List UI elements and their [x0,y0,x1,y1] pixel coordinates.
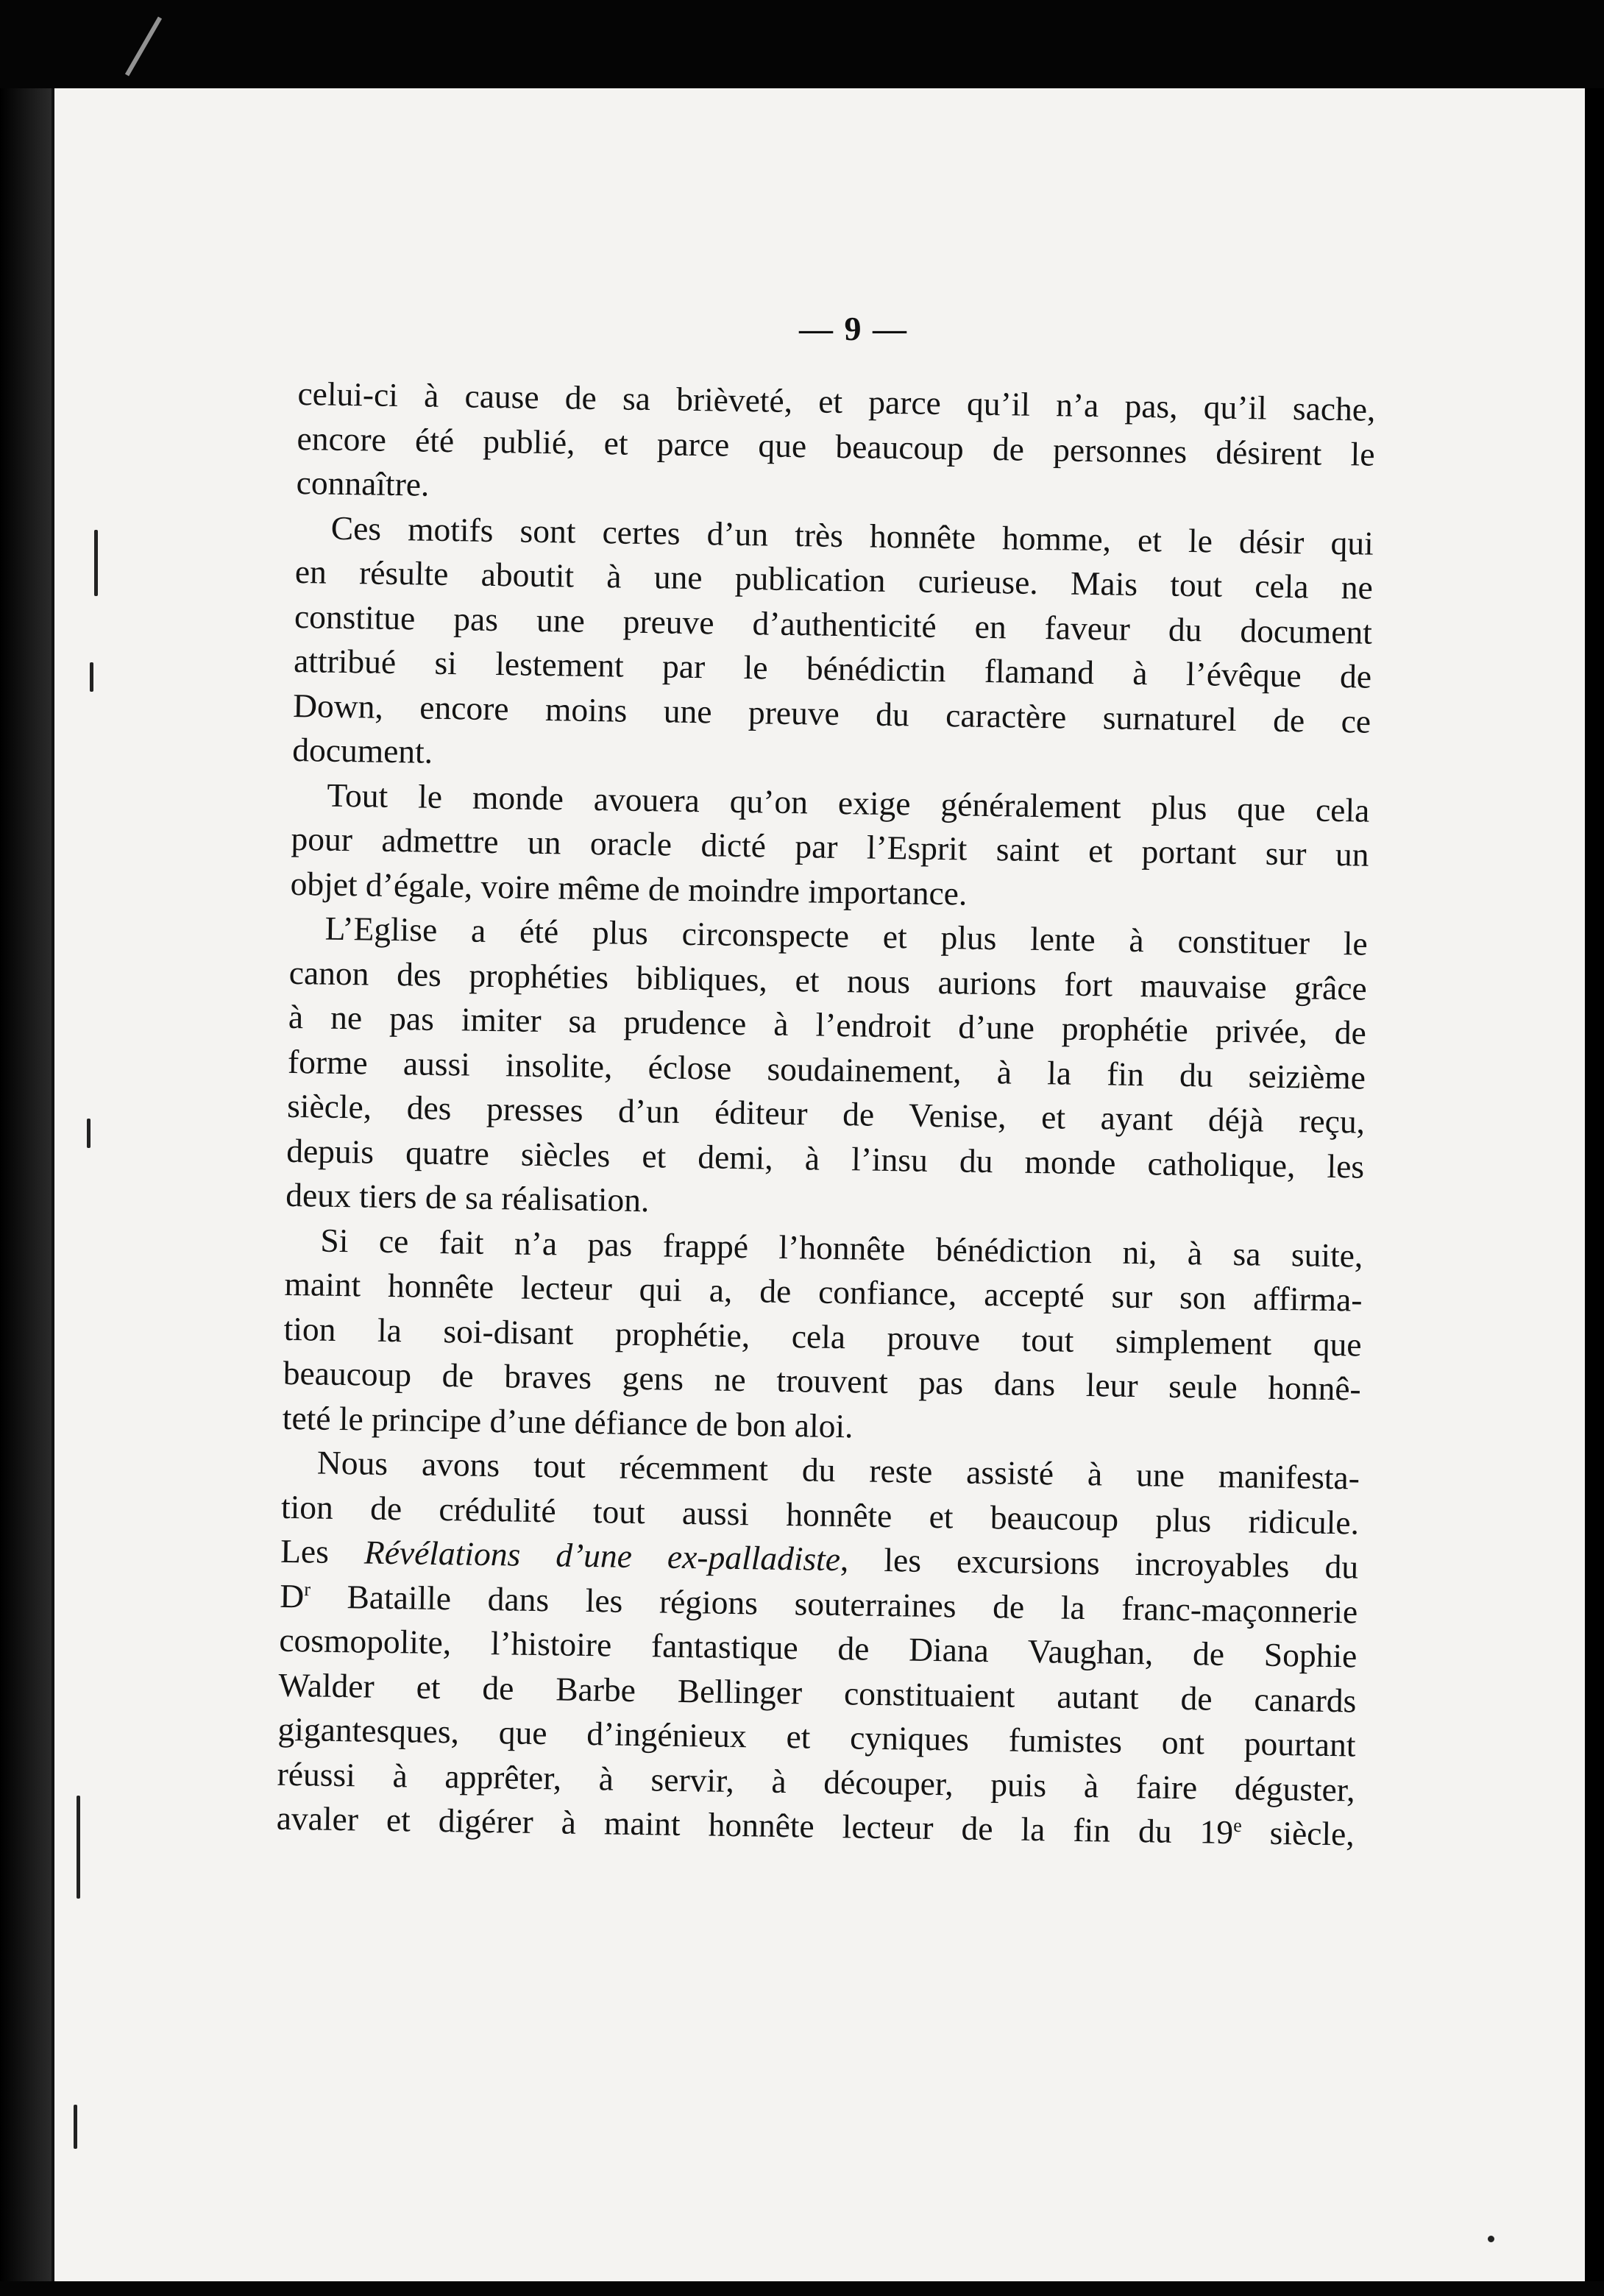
text-line: encore été publié, et parce que beaucoup de personnes désirent le [297,419,1375,473]
text-line: à ne pas imiter sa prudence à l’endroit d’une prophétie privée, de [288,997,1367,1052]
scan-artifact [125,17,162,77]
book-binding-edge [0,88,52,2281]
binding-mark [87,1119,91,1148]
superscript: r [304,1578,311,1600]
text-line: objet d’égale, voire même de moindre importance. [290,864,968,913]
binding-mark [77,1796,80,1899]
text-line: celui-ci à cause de sa brièveté, et parce qu’il n’a pas, qu’il sache, [297,374,1376,428]
body-text [276,372,1375,1857]
paragraph-4 [285,906,1368,1233]
page-number: — 9 — [799,310,908,347]
text-line: cosmopolite, l’histoire fantastique de Diana Vaughan, de Sophie [279,1620,1358,1675]
text-line: deux tiers de sa réalisation. [285,1175,650,1219]
binding-mark [94,530,98,596]
paragraph-2 [292,505,1374,788]
text-line: teté le principe d’une défiance de bon aloi. [282,1398,854,1445]
superscript: e [1233,1814,1243,1837]
text-fragment: avaler et digérer à maint honnête lecteur de la fin du 19 [276,1799,1234,1852]
text-line: connaître. [296,463,430,503]
text-line: réussi à apprêter, à servir, à découper, puis à faire déguster, [277,1754,1355,1809]
text-line: canon des prophéties bibliques, et nous aurions fort mauvaise grâce [288,953,1368,1007]
text-line: L’Eglise a été plus circonspecte et plus lente à constituer le [324,909,1369,963]
text-line: forme aussi insolite, éclose soudainement, à la fin du seizième [287,1042,1366,1096]
text-line: tion la soi-disant prophétie, cela prouve tout simplement que [283,1309,1362,1364]
paragraph-1 [296,372,1376,521]
paragraph-5 [282,1217,1363,1456]
text-line: depuis quatre siècles et demi, à l’insu du monde catholique, les [285,1131,1365,1186]
text-line: Down, encore moins une preuve du caractère surnaturel de ce [292,686,1371,740]
text-line: Si ce fait n’a pas frappé l’honnête bénédiction ni, à sa suite, [320,1221,1363,1275]
binding-mark [74,2105,77,2149]
text-line: attribué si lestement par le bénédictin flamand à l’évêque de [293,641,1372,695]
binding-mark [90,662,93,692]
scan-border [1585,88,1604,2281]
scan-speck [1488,2236,1494,2242]
paragraph-6 [276,1440,1360,1857]
text-fragment: D [279,1576,305,1615]
text-line: gigantesques, que d’ingénieux et cyniques fumistes ont pourtant [277,1709,1356,1764]
text-fragment: Les [280,1531,365,1571]
text-line: constitue pas une preuve d’authenticité en faveur du document [294,597,1373,651]
text-line: Ces motifs sont certes d’un très honnête homme, et le désir qui [330,509,1374,562]
text-line: document. [292,730,433,770]
text-line: en résulte aboutit à une publication curieuse. Mais tout cela ne [294,552,1374,606]
book-title: Révélations d’une ex-palladiste [363,1533,841,1578]
paragraph-3 [290,772,1370,921]
text-fragment: Bataille dans les régions souterraines de la franc-maçonnerie [310,1576,1358,1631]
text-line: Walder et de Barbe Bellinger constituaient autant de canards [278,1665,1357,1720]
text-line: siècle, des presses d’un éditeur de Venise, et ayant déjà reçu, [286,1086,1366,1141]
text-line: beaucoup de braves gens ne trouvent pas dans leur seule honnê- [283,1353,1362,1408]
text-fragment: siècle, [1241,1813,1355,1853]
text-line: pour admettre un oracle dicté par l’Esprit saint et portant sur un [291,819,1369,874]
text-line: Tout le monde avouera qu’on exige généralement plus que cela [327,776,1370,829]
text-line: Nous avons tout récemment du reste assisté à une manifesta- [316,1443,1360,1497]
text-line: maint honnête lecteur qui a, de confiance, accepté sur son affirma- [284,1264,1363,1319]
text-fragment: , les excursions incroyables du [840,1540,1359,1586]
text-line: tion de crédulité tout aussi honnête et beaucoup plus ridicule. [280,1487,1360,1542]
